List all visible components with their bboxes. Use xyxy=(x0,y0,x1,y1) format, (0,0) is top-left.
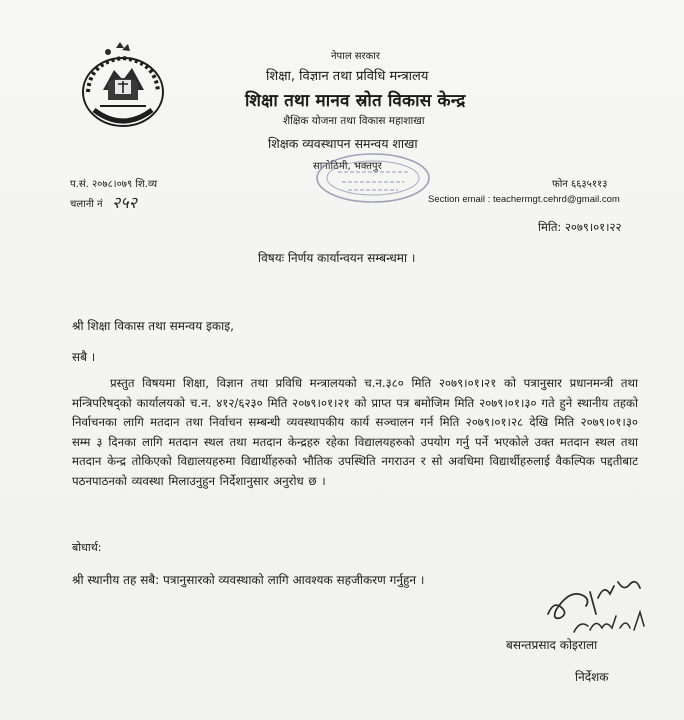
nepal-emblem-icon xyxy=(78,40,168,130)
ministry-heading: शिक्षा, विज्ञान तथा प्रविधि मन्त्रालय xyxy=(266,69,429,84)
cc-recipient: श्री स्थानीय तह सबै: पत्रानुसारको व्यवस्थाको लागि आवश्यक सहजीकरण गर्नुहुन । xyxy=(72,573,425,587)
government-heading: नेपाल सरकार xyxy=(331,51,380,62)
dispatch-number: २५२ xyxy=(112,193,137,212)
letter-subject: विषयः निर्णय कार्यान्वयन सम्बन्धमा । xyxy=(258,251,416,265)
centre-heading: शिक्षा तथा मानव स्रोत विकास केन्द्र xyxy=(245,91,466,111)
cc-label: बोधार्थ: xyxy=(72,541,102,554)
dispatch-label: चलानी नं xyxy=(70,199,103,210)
section-email: Section email : teachermgt.cehrd@gmail.com xyxy=(428,194,620,205)
phone-number: फोन ६६३५११३ xyxy=(552,179,608,190)
office-address: सानोठिमी, भक्तपुर xyxy=(313,161,382,172)
division-heading: शैक्षिक योजना तथा विकास महाशाखा xyxy=(283,115,425,127)
section-heading: शिक्षक व्यवस्थापन समन्वय शाखा xyxy=(268,136,418,151)
reference-number: प.सं. २०७८।०७९ शि.व्य xyxy=(70,179,158,190)
signer-designation: निर्देशक xyxy=(575,670,609,684)
letter-date: मिति: २०७९।०१।२२ xyxy=(538,220,622,234)
letter-body: प्रस्तुत विषयमा शिक्षा, विज्ञान तथा प्रविधि मन्त्रालयको च.न.३८० मिति २०७९।०१।२१ को पत्रानुसार प्रधानमन्त्री तथा मन्त्रिपरिषद्को कार्यालयको च.न. ४१२/६२३० मिति २०७९।०१।२१ को प्राप्त पत्र बमोजिम मिति २०७९।०१।३० गते हुने स्थानीय तहको निर्वाचनका लागि मतदान तथा निर्वाचन सम्बन्धी व्यवस्थापकीय कार्य सञ्चालन गर्न मिति २०७९।०१।२८ देखि मिति २०७९।०१।३० सम्म ३ दिनका लागि मतदान स्थल तथा मतदान केन्द्रहरु रहेका विद्यालयहरुको उपयोग गर्नु पर्ने भएकोले उक्त मतदान स्थल तथा मतदान केन्द्र तोकिएको विद्यालयहरुमा विद्यार्थीहरुको भौतिक उपस्थिति नगराउन र सो अवधिमा विद्यार्थीहरुलाई वैकल्पिक पद्दतीबाट पठनपाठनको व्यवस्था मिलाउनुहुन निर्देशानुसार अनुरोध छ । xyxy=(72,376,638,488)
signer-name: बसन्तप्रसाद कोइराला xyxy=(506,638,598,652)
office-stamp xyxy=(312,148,434,206)
letter-recipient: श्री शिक्षा विकास तथा समन्वय इकाइ, xyxy=(72,319,234,333)
director-signature xyxy=(540,574,652,636)
letter-greeting: सबै । xyxy=(72,350,96,364)
